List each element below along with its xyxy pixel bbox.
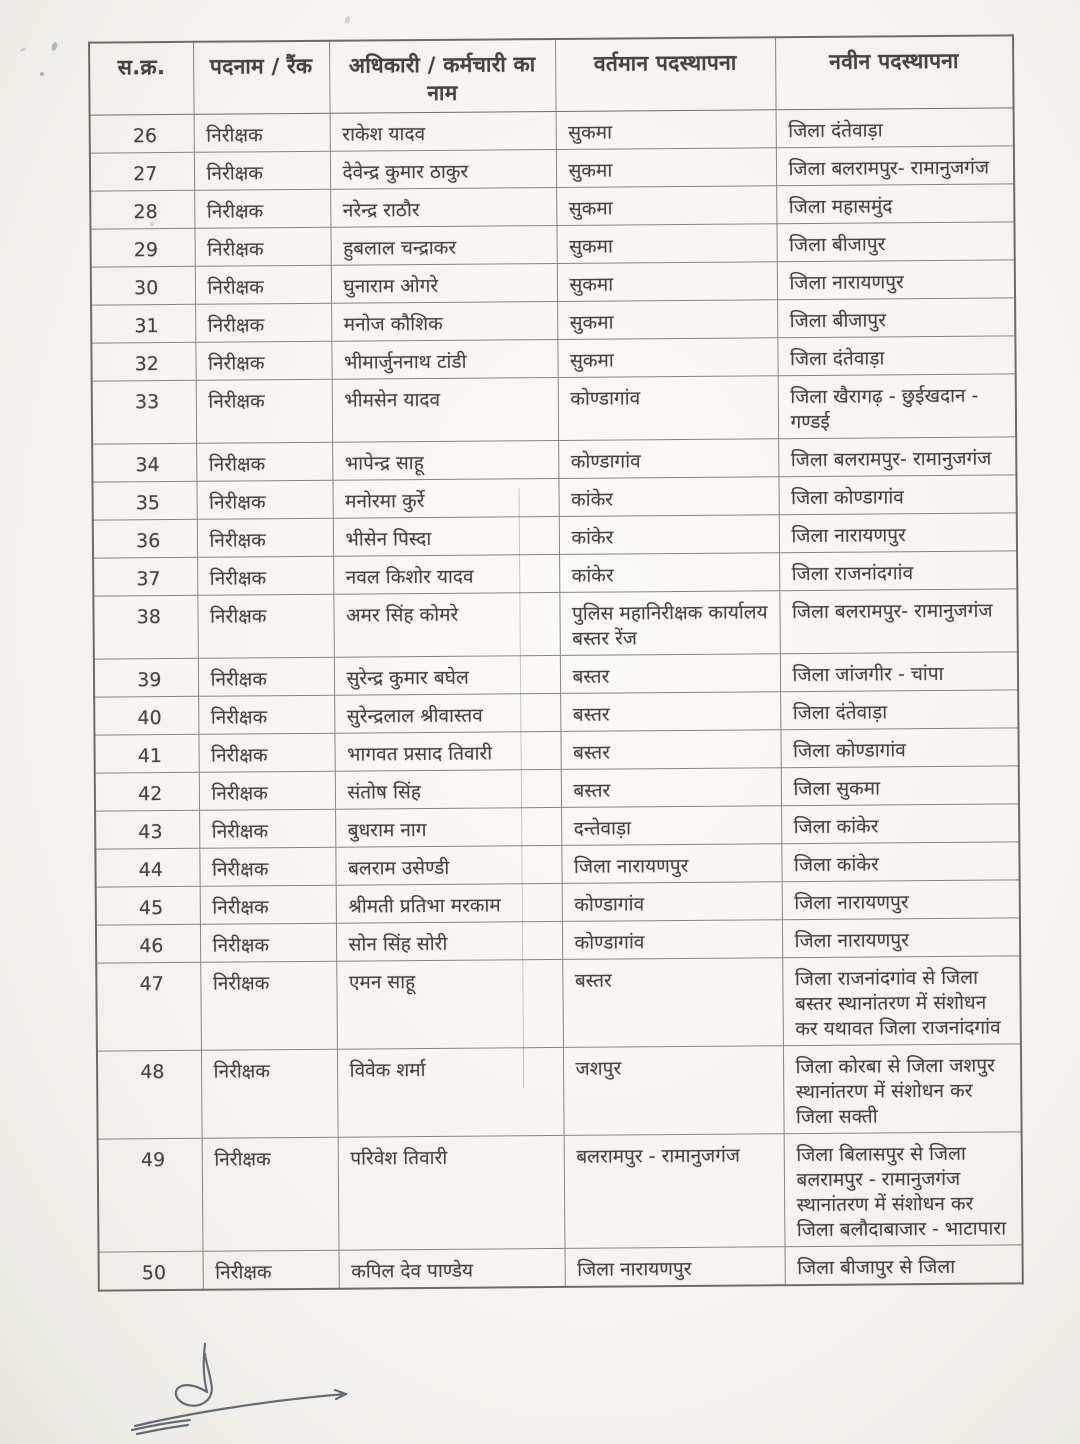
cell-current-posting: जिला नारायणपुर [561,843,781,883]
cell-current-posting: कोण्डागांव [558,438,778,478]
table-row [96,955,1021,1050]
cell-serial-number: 42 [95,772,199,811]
pencil-smudge [20,47,27,53]
cell-current-posting: बलरामपुर - रामानुजगंज [564,1133,785,1248]
cell-new-posting: जिला कांकेर [781,803,1019,843]
cell-current-posting: सुकमा [556,109,776,149]
cell-new-posting: जिला जांजगीर - चांपा [780,651,1018,691]
cell-current-posting: जशपुर [563,1045,784,1135]
table-header [89,35,1014,114]
cell-serial-number: 39 [94,658,198,697]
table-row [92,373,1016,443]
cell-current-posting: बस्तर [562,957,783,1047]
cell-new-posting: जिला कोरबा से जिला जशपुर स्थानांतरण में संशोधन कर जिला सक्ती [783,1043,1022,1133]
cell-officer-name: अमर सिंह कोमरे [333,592,559,657]
cell-rank: निरीक्षक [198,733,334,772]
cell-serial-number: 49 [98,1138,203,1252]
cell-serial-number: 32 [91,342,195,381]
cell-rank: निरीक्षक [194,151,330,190]
cell-rank: निरीक्षक [200,961,337,1050]
cell-officer-name: नरेन्द्र राठौर [330,187,556,227]
cell-serial-number: 31 [91,304,195,343]
cell-current-posting: जिला नारायणपुर [565,1246,785,1286]
cell-officer-name: भापेन्द्र साहू [332,440,558,480]
cell-serial-number: 38 [93,595,197,659]
cell-current-posting: सुकमा [556,185,776,225]
cell-rank: निरीक्षक [203,1250,339,1290]
cell-new-posting: जिला दंतेवाड़ा [776,107,1014,147]
cell-serial-number: 28 [90,190,194,229]
cell-serial-number: 37 [93,557,197,596]
pencil-smudge [40,72,44,76]
cell-rank: निरीक्षक [200,885,336,924]
cell-rank: निरीक्षक [194,227,330,266]
header-row [89,35,1014,114]
cell-officer-name: संतोष सिंह [335,769,561,809]
cell-current-posting: बस्तर [560,691,780,731]
cell-serial-number: 35 [92,481,196,520]
cell-officer-name: भागवत प्रसाद तिवारी [334,731,560,771]
cell-serial-number: 40 [94,696,198,735]
transfer-table-region [88,34,1022,1291]
cell-rank: निरीक्षक [196,379,332,443]
cell-current-posting: बस्तर [560,729,780,769]
cell-new-posting: जिला बीजापुर [777,297,1015,337]
header-officer-name: अधिकारी / कर्मचारी का नाम [329,39,556,113]
cell-rank: निरीक्षक [197,518,333,557]
cell-officer-name: एमन साहू [336,959,563,1049]
header-new-posting: नवीन पदस्थापना [775,35,1014,109]
cell-new-posting: जिला बलरामपुर- रामानुजगंज [778,436,1016,476]
header-current-posting: वर्तमान पदस्थापना [555,37,776,111]
cell-current-posting: कोण्डागांव [558,375,778,440]
cell-serial-number: 50 [99,1251,203,1290]
cell-rank: निरीक्षक [197,556,333,595]
cell-new-posting: जिला नारायणपुर [782,879,1020,919]
cell-officer-name: परिवेश तिवारी [338,1135,565,1250]
cell-current-posting: पुलिस महानिरीक्षक कार्यालय बस्तर रेंज [559,590,779,655]
cell-rank: निरीक्षक [202,1137,339,1251]
cell-rank: निरीक्षक [198,657,334,696]
cell-officer-name: घुनाराम ओगरे [331,263,557,303]
table-row [97,1043,1022,1138]
cell-new-posting: जिला नारायणपुर [782,917,1020,957]
cell-new-posting: जिला दंतेवाड़ा [780,689,1018,729]
cell-new-posting: जिला बिलासपुर से जिला बलरामपुर - रामानुजगंज स्थानांतरण में संशोधन कर जिला बलौदाबाजार - भाटापारा [784,1131,1023,1246]
cell-current-posting: सुकमा [556,223,776,263]
cell-new-posting: जिला बलरामपुर- रामानुजगंज [779,588,1017,653]
cell-rank: निरीक्षक [201,1049,338,1138]
cell-officer-name: मनोज कौशिक [331,301,557,341]
cell-rank: निरीक्षक [198,695,334,734]
header-designation-rank: पदनाम / रैंक [193,41,330,114]
cell-serial-number: 29 [90,228,194,267]
cell-serial-number: 48 [97,1050,202,1139]
table-row [99,1244,1023,1290]
cell-officer-name: मनोरमा कुर्रे [332,478,558,518]
cell-serial-number: 26 [90,114,194,153]
cell-officer-name: सुरेन्द्र कुमार बघेल [334,655,560,695]
cell-new-posting: जिला कोण्डागांव [778,474,1016,514]
cell-new-posting: जिला महासमुंद [776,183,1014,223]
cell-rank: निरीक्षक [199,847,335,886]
cell-current-posting: कांकेर [559,552,779,592]
cell-officer-name: सोन सिंह सोरी [336,921,562,961]
cell-new-posting: जिला राजनांदगांव [779,550,1017,590]
cell-serial-number: 27 [90,152,194,191]
cell-serial-number: 43 [95,810,199,849]
cell-current-posting: कांकेर [558,476,778,516]
cell-rank: निरीक्षक [200,923,336,962]
cell-new-posting: जिला खैरागढ़ - छुईखदान - गण्डई [778,373,1016,438]
cell-officer-name: भीमार्जुननाथ टांडी [331,339,557,379]
signature-scribble [118,1338,388,1442]
cell-officer-name: देवेन्द्र कुमार ठाकुर [330,149,556,189]
transfer-table [88,34,1024,1291]
cell-rank: निरीक्षक [197,594,333,658]
cell-rank: निरीक्षक [194,113,330,152]
cell-new-posting: जिला बीजापुर से जिला [784,1244,1022,1284]
table-body [90,107,1023,1290]
cell-officer-name: श्रीमती प्रतिभा मरकाम [336,883,562,923]
cell-rank: निरीक्षक [196,480,332,519]
cell-rank: निरीक्षक [194,189,330,228]
cell-rank: निरीक्षक [199,771,335,810]
pencil-smudge [344,16,351,25]
cell-new-posting: जिला दंतेवाड़ा [777,335,1015,375]
pencil-smudge [51,41,59,51]
cell-current-posting: बस्तर [561,767,781,807]
cell-officer-name: विवेक शर्मा [337,1047,564,1137]
cell-new-posting: जिला नारायणपुर [779,512,1017,552]
cell-current-posting: कांकेर [559,514,779,554]
cell-current-posting: बस्तर [560,653,780,693]
cell-officer-name: बुधराम नाग [335,807,561,847]
cell-rank: निरीक्षक [195,341,331,380]
cell-officer-name: बलराम उसेण्डी [335,845,561,885]
cell-serial-number: 30 [91,266,195,305]
cell-serial-number: 41 [94,734,198,773]
cell-officer-name: सुरेन्द्रलाल श्रीवास्तव [334,693,560,733]
cell-serial-number: 36 [93,519,197,558]
cell-officer-name: भीसेन पिस्दा [333,516,559,556]
cell-current-posting: कोण्डागांव [562,881,782,921]
cell-serial-number: 47 [96,962,201,1051]
cell-serial-number: 44 [95,848,199,887]
cell-current-posting: कोण्डागांव [562,919,782,959]
cell-current-posting: सुकमा [557,299,777,339]
cell-officer-name: नवल किशोर यादव [333,554,559,594]
cell-rank: निरीक्षक [195,303,331,342]
cell-rank: निरीक्षक [196,442,332,481]
cell-new-posting: जिला कोण्डागांव [780,727,1018,767]
cell-current-posting: सुकमा [557,337,777,377]
cell-serial-number: 46 [96,924,200,963]
cell-new-posting: जिला बलरामपुर- रामानुजगंज [776,145,1014,185]
cell-serial-number: 45 [96,886,200,925]
cell-officer-name: राकेश यादव [330,111,556,151]
cell-new-posting: जिला सुकमा [781,765,1019,805]
cell-new-posting: जिला राजनांदगांव से जिला बस्तर स्थानांतरण में संशोधन कर यथावत जिला राजनांदगांव [782,955,1021,1045]
cell-officer-name: हुबलाल चन्द्राकर [330,225,556,265]
cell-rank: निरीक्षक [199,809,335,848]
cell-officer-name: भीमसेन यादव [332,377,558,442]
cell-rank: निरीक्षक [195,265,331,304]
cell-new-posting: जिला नारायणपुर [777,259,1015,299]
cell-new-posting: जिला बीजापुर [776,221,1014,261]
cell-new-posting: जिला कांकेर [781,841,1019,881]
cell-current-posting: सुकमा [556,147,776,187]
table-row [93,588,1017,658]
table-row [98,1131,1023,1251]
cell-serial-number: 33 [92,380,196,444]
header-serial-number: स.क्र. [89,42,194,115]
cell-current-posting: दन्तेवाड़ा [561,805,781,845]
cell-officer-name: कपिल देव पाण्डेय [339,1248,565,1288]
cell-serial-number: 34 [92,443,196,482]
cell-current-posting: सुकमा [557,261,777,301]
